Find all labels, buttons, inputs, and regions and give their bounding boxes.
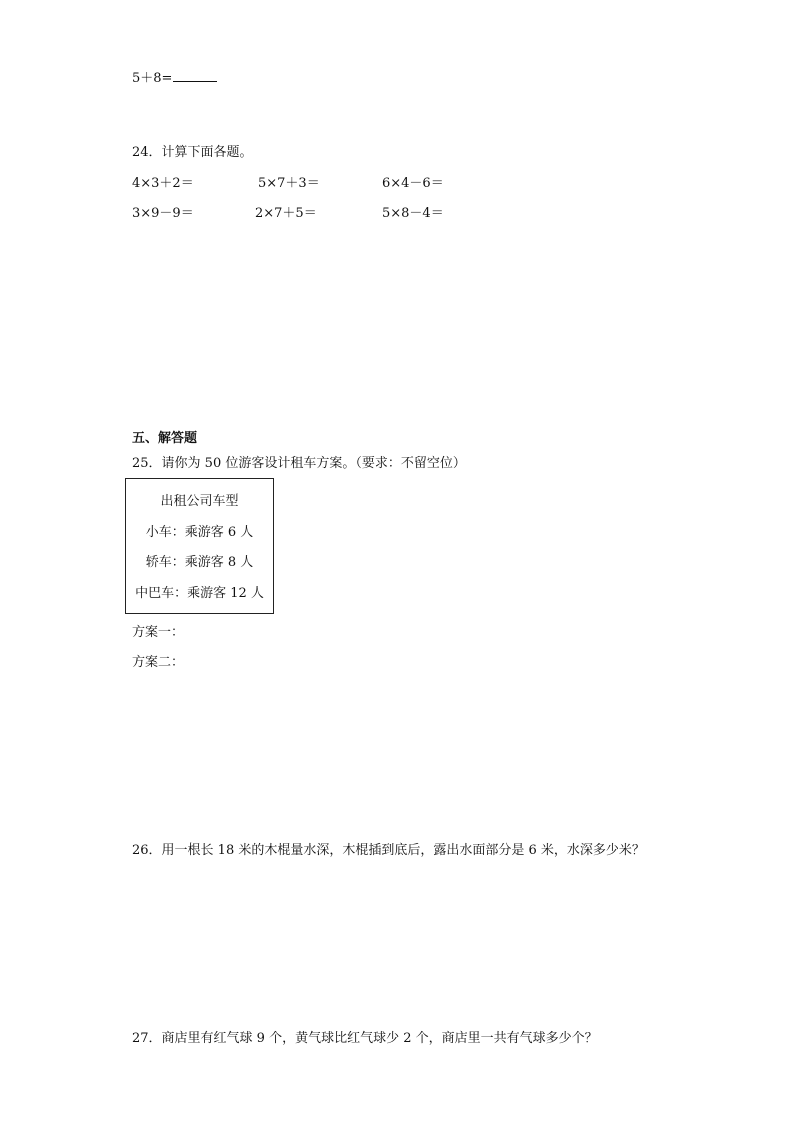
q23-expr-text: 5＋8=	[132, 71, 173, 86]
section-5-heading: 五、解答题	[132, 431, 198, 446]
q27-text: 27．商店里有红气球 9 个，黄气球比红气球少 2 个，商店里一共有气球多少个？	[132, 1031, 598, 1046]
q24-r2c1: 3×9－9＝	[132, 206, 194, 221]
box-line-small-car: 小车：乘游客 6 人	[145, 525, 254, 540]
box-line-sedan: 轿车：乘游客 8 人	[145, 555, 254, 570]
q26-text: 26．用一根长 18 米的木棍量水深，木棍插到底后，露出水面部分是 6 米，水深多少米？	[132, 843, 645, 858]
plan-1-label: 方案一：	[132, 625, 185, 640]
q24-r2c3: 5×8－4＝	[382, 206, 444, 221]
answer-blank[interactable]	[173, 69, 217, 82]
plan-2-label: 方案二：	[132, 655, 185, 670]
box-line-minibus: 中巴车：乘游客 12 人	[135, 586, 264, 601]
q24-r2c2: 2×7＋5＝	[255, 206, 317, 221]
q24-r1c2: 5×7＋3＝	[258, 176, 320, 191]
q24-r1c3: 6×4－6＝	[382, 176, 444, 191]
q25-title: 25．请你为 50 位游客设计租车方案。（要求：不留空位）	[132, 456, 466, 471]
box-heading: 出租公司车型	[160, 494, 239, 509]
q24-r1c1: 4×3＋2＝	[132, 176, 194, 191]
rental-types-box	[125, 478, 274, 614]
q24-title: 24．计算下面各题。	[132, 145, 253, 160]
q23-expression	[132, 67, 217, 86]
